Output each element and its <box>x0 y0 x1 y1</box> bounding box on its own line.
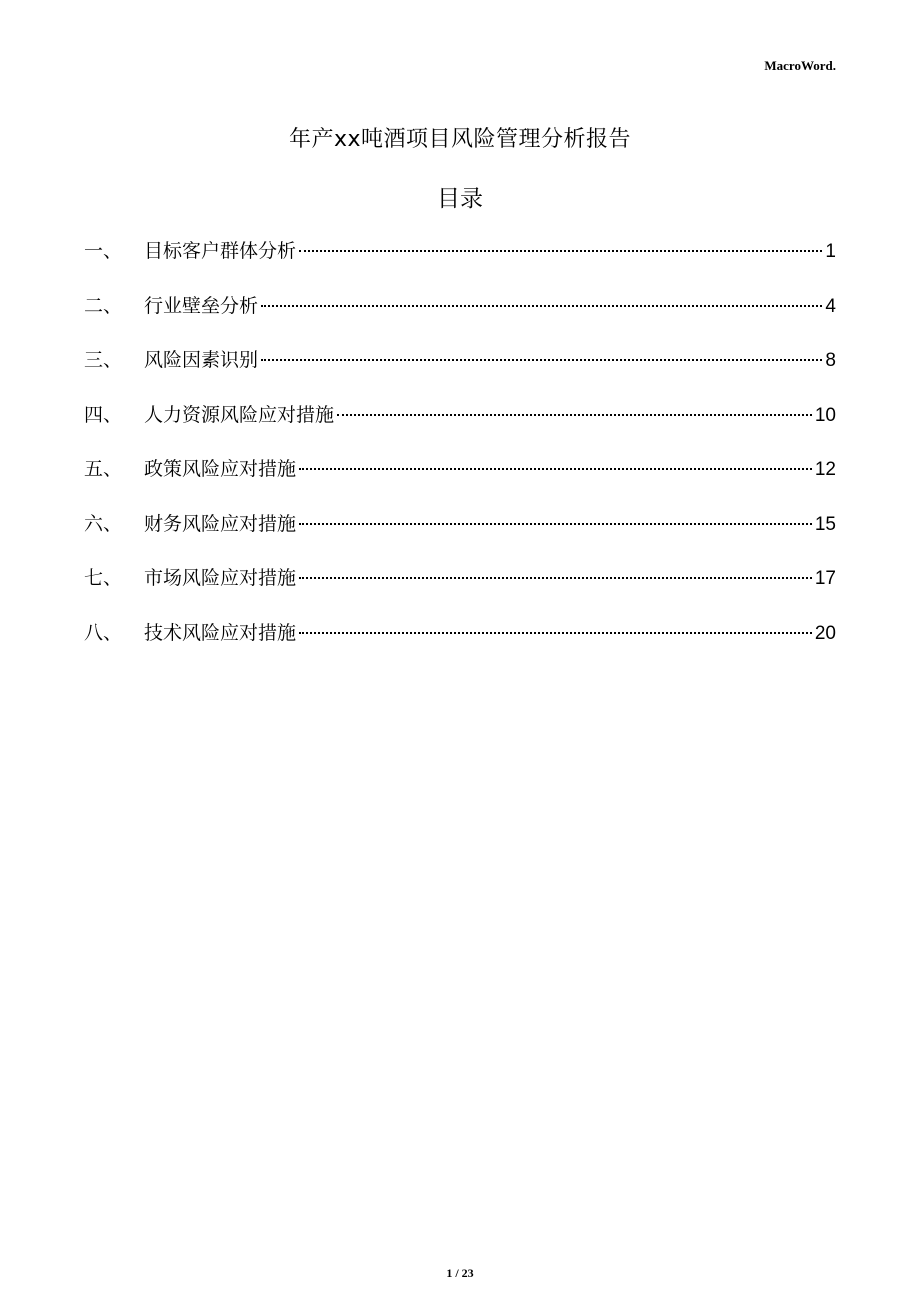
toc-heading: 目录 <box>437 186 483 212</box>
toc-entry-label: 财务风险应对措施 <box>144 512 297 535</box>
toc-entry-label: 目标客户群体分析 <box>144 240 297 262</box>
toc-entry-number: 六、 <box>84 512 123 535</box>
toc-entry-page: 8 <box>825 350 836 371</box>
toc-entry-number: 四、 <box>84 403 123 426</box>
toc-dot-leader <box>261 305 822 307</box>
page-number-footer: 1 / 23 <box>446 1266 474 1280</box>
toc-entry-number: 一、 <box>84 240 123 262</box>
toc-dot-leader <box>299 468 812 470</box>
toc-entry[interactable] <box>84 287 836 342</box>
toc-entry-page: 12 <box>814 459 836 480</box>
toc-entry[interactable] <box>84 505 836 560</box>
toc-entry[interactable] <box>84 450 836 505</box>
toc-entry-number: 二、 <box>84 294 123 317</box>
toc-dot-leader <box>299 577 812 579</box>
toc-dot-leader <box>261 359 822 361</box>
toc-entry-page: 17 <box>814 568 836 589</box>
header-brand: MacroWord. <box>764 58 836 73</box>
toc-entry-number: 八、 <box>84 621 123 644</box>
toc-entry-label: 技术风险应对措施 <box>144 621 297 644</box>
toc-entry[interactable] <box>84 232 836 287</box>
toc-dot-leader <box>299 632 812 634</box>
toc-entry[interactable] <box>84 341 836 396</box>
toc-entry-label: 风险因素识别 <box>144 349 259 371</box>
toc-entry-number: 七、 <box>84 567 123 589</box>
toc-entry-page: 4 <box>825 295 836 317</box>
table-of-contents <box>84 232 836 668</box>
toc-entry-page: 20 <box>814 622 836 644</box>
toc-entry-label: 行业壁垒分析 <box>144 294 259 317</box>
toc-dot-leader <box>299 250 822 252</box>
document-title: 年产xx吨酒项目风险管理分析报告 <box>288 127 632 152</box>
toc-entry-page: 15 <box>814 513 836 535</box>
toc-entry-label: 政策风险应对措施 <box>144 458 297 480</box>
toc-entry[interactable] <box>84 559 836 614</box>
toc-entry[interactable] <box>84 396 836 451</box>
toc-entry-label: 人力资源风险应对措施 <box>144 403 335 426</box>
toc-dot-leader <box>299 523 812 525</box>
toc-dot-leader <box>337 414 812 416</box>
toc-entry-number: 三、 <box>84 349 123 371</box>
toc-entry-number: 五、 <box>84 458 123 480</box>
toc-entry-page: 1 <box>825 241 836 262</box>
toc-entry[interactable] <box>84 614 836 669</box>
toc-entry-page: 10 <box>814 404 836 426</box>
toc-entry-label: 市场风险应对措施 <box>144 567 297 589</box>
